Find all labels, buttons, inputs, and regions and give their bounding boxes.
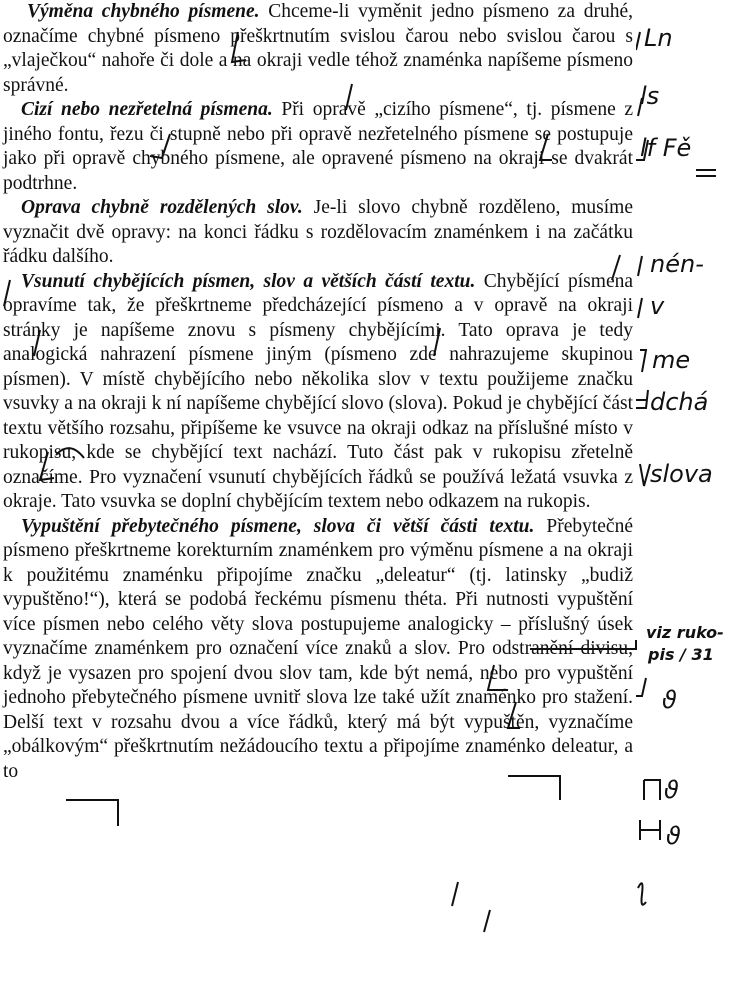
margin-note-ln: Ln	[644, 24, 673, 52]
paragraph-vypusteni	[3, 515, 633, 785]
margin-stroke	[636, 32, 640, 50]
margin-note-nen: nén-	[650, 250, 704, 278]
margin-stroke	[640, 820, 660, 840]
margin-note-deleatur-2: ϑ	[664, 776, 679, 804]
paragraph-heading: Vsunutí chybějících písmen, slov a větších částí textu.	[21, 270, 476, 292]
double-underline	[696, 170, 716, 176]
margin-note-lf-fe: lf Fě	[640, 134, 692, 162]
paragraph-heading: Cizí nebo nezřetelná písmena.	[21, 99, 273, 120]
paragraph-chybne-pismeno	[3, 0, 633, 98]
margin-note-v: v	[650, 292, 665, 320]
margin-corrections	[636, 0, 740, 999]
margin-note-is: ls	[640, 82, 660, 110]
margin-note-viz-rukopis-1: viz ruko-	[646, 623, 724, 642]
margin-stroke	[638, 256, 642, 276]
margin-note-viz-rukopis-2: pis / 31	[648, 645, 714, 664]
paragraph-heading: Oprava chybně rozdělených slov.	[21, 197, 303, 218]
document-body	[3, 0, 633, 784]
paragraph-heading: Vypuštění přebytečného písmene, slova či větší části textu.	[21, 515, 535, 537]
insertion-mark	[640, 464, 650, 486]
margin-stroke	[644, 780, 660, 800]
margin-note-dcha: dchá	[650, 388, 709, 416]
paragraph-text: Chybějící písmena opravíme tak, že přeškrtneme předcházející písmeno a v opravě na okraji stránky je napíšeme znovu s písmeny chybějícími. Tato oprava je tedy analogická nahrazení písmene jiným (písmeno zde nahrazujeme skupinou písmen). V místě chybějícího nebo několika slov v textu použijeme značku vsuvky a na okraji k ní napíšeme chybějící slovo (slova). Pokud je chybějící část textu většího rozsahu, připíšeme ke vsuvce na okraji odkaz na příslušné místo v rukopisu, kde se chybějící text nachází. Tuto část pak v rukopisu zřetelně označíme. Pro vyznačení vsunutí chybějících řádků se používá ležatá vsuvka z okraje. Tato vsuvka se doplní chybějícím textem nebo odkazem na rukopis.	[3, 270, 633, 512]
margin-stroke	[636, 390, 648, 408]
paragraph-vsunuti	[3, 270, 633, 515]
margin-note-slova: slova	[650, 460, 713, 488]
paragraph-cizi-pismena	[3, 98, 633, 196]
strike-mark	[452, 882, 458, 906]
margin-stroke	[640, 350, 646, 372]
margin-note-deleatur-1: ϑ	[662, 686, 677, 714]
margin-stroke	[638, 298, 642, 318]
margin-note-deleatur-3: ϑ	[666, 822, 681, 850]
paragraph-heading: Výměna chybného písmene.	[27, 1, 260, 22]
paragraph-text: Chceme-li vyměnit jedno písmeno za druhé, označíme chybné písmeno přeškrtnutím svislou čarou nebo svislou čarou s „vlaječkou“ nahoře či dole a na okraji vedle téhož znaménka napíšeme písmeno správné.	[3, 1, 633, 96]
margin-note-tme: me	[652, 346, 691, 374]
paragraph-text: Je-li slovo chybně rozděleno, musíme vyznačit dvě opravy: na konci řádku s rozdělovacím znaménkem i na začátku řádku dalšího.	[3, 197, 634, 267]
paragraph-text: Přebytečné písmeno přeškrtneme korekturním znaménkem pro výměnu písmene a na okraji k použitému znaménku připojíme značku „deleatur“ (tj. latinsky „budiž vypuštěno!“), která se podobá řeckému písmenu théta. Při nutnosti vypuštění více písmen nebo celého věty slova postupujeme analogicky – příslušný úsek vyznačíme znaménkem pro označení více znaků a slov. Pro odstranění divisu, když je vysazen pro spojení dvou slov tam, kde být nemá, nebo pro vypuštění jednoho přebytečného písmene uvnitř slova lze také užít znaménko pro stažení. Delší text v rozsahu dvou a více řádků, který má být vypuštěn, vyznačíme „obálkovým“ přeškrtnutím nežádoucího textu a připojíme znaménko deleatur, a to	[3, 515, 633, 782]
deletion-bracket	[66, 800, 118, 826]
paragraph-text: Při opravě „cizího písmene“, tj. písmene z jiného fontu, řezu či stupně nebo při opravě nezřetelného písmene se postupuje jako při opravě chybného písmene, ale opravené písmeno na okraji se dvakrát podtrhne.	[3, 99, 633, 194]
margin-stroke	[636, 678, 646, 696]
strike-mark	[484, 910, 490, 932]
ligature-mark	[638, 883, 646, 904]
paragraph-rozdelena-slova	[3, 196, 633, 270]
